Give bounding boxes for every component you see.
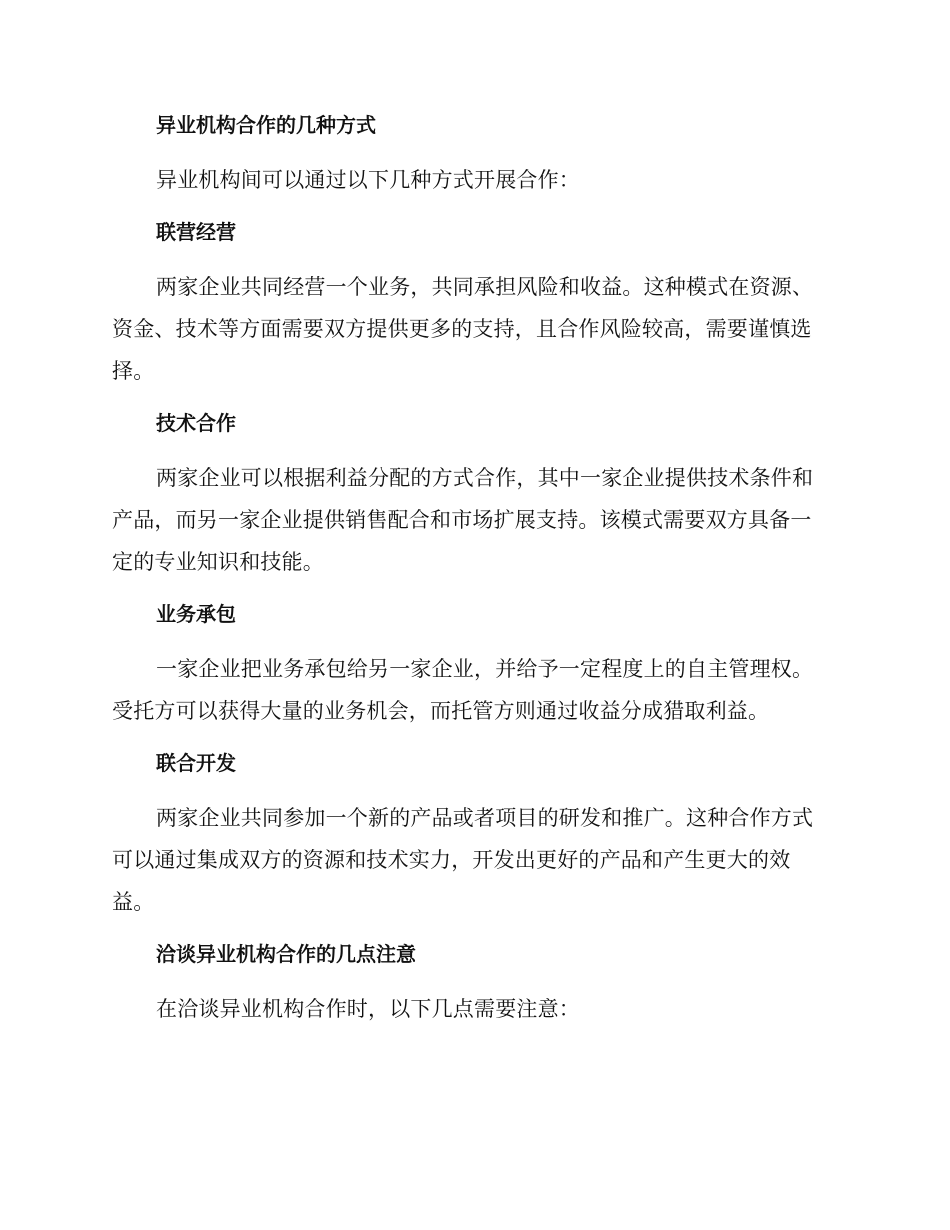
subheading-business-contracting: 业务承包 — [156, 602, 236, 626]
subheading-joint-development: 联合开发 — [156, 751, 236, 775]
paragraph-negotiation-intro: 在洽谈异业机构合作时，以下几点需要注意： — [156, 997, 580, 1021]
paragraph-intro: 异业机构间可以通过以下几种方式开展合作： — [156, 168, 580, 192]
section-heading-negotiation-notes: 洽谈异业机构合作的几点注意 — [156, 942, 416, 966]
section-heading-cooperation-methods: 异业机构合作的几种方式 — [156, 113, 376, 137]
paragraph-joint-development: 两家企业共同参加一个新的产品或者项目的研发和推广。这种合作方式可以通过集成双方的资源和技术实力，开发出更好的产品和产生更大的效益。 — [112, 806, 814, 914]
paragraph-technical-cooperation: 两家企业可以根据利益分配的方式合作，其中一家企业提供技术条件和产品，而另一家企业提供销售配合和市场扩展支持。该模式需要双方具备一定的专业知识和技能。 — [112, 466, 814, 574]
subheading-technical-cooperation: 技术合作 — [156, 411, 236, 435]
document-page — [112, 108, 832, 1030]
subheading-joint-operation: 联营经营 — [156, 220, 236, 244]
paragraph-joint-operation: 两家企业共同经营一个业务，共同承担风险和收益。这种模式在资源、资金、技术等方面需要双方提供更多的支持，且合作风险较高，需要谨慎选择。 — [112, 275, 814, 383]
paragraph-business-contracting: 一家企业把业务承包给另一家企业，并给予一定程度上的自主管理权。受托方可以获得大量的业务机会，而托管方则通过收益分成猎取利益。 — [112, 657, 814, 723]
